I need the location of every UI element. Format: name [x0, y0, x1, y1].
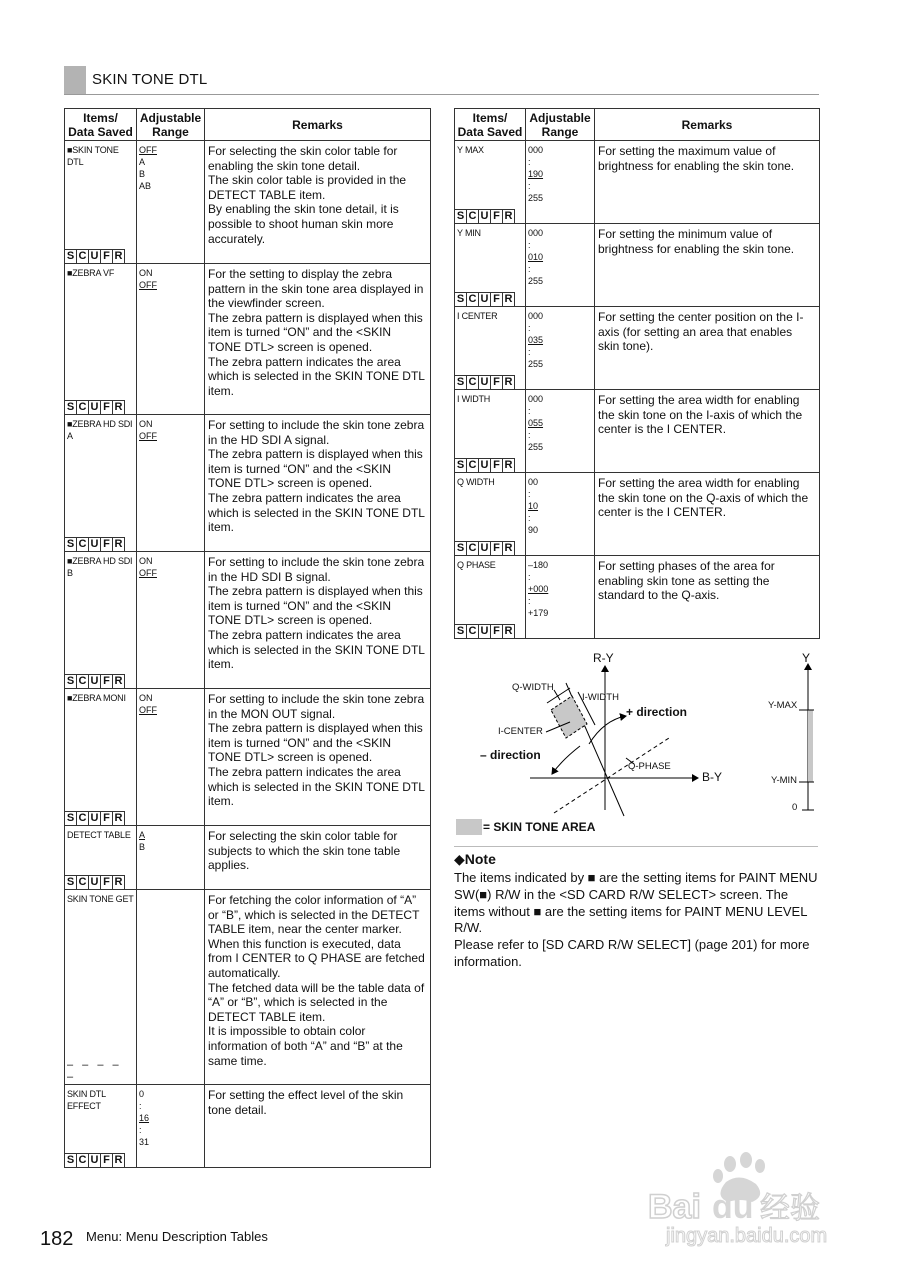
range-value: : [528, 489, 531, 499]
saved-flag: S [65, 811, 77, 825]
saved-flag: F [101, 400, 113, 414]
remark-cell: For selecting the skin color table for enabling the skin tone detail. The skin color table is provided in the DETECT TABLE item. By enabling the skin tone detail, it is possible to shoot human skin more accurately. [205, 141, 431, 264]
saved-flag: U [479, 375, 491, 389]
data-saved-indicator [65, 249, 125, 263]
data-saved-indicator [455, 292, 515, 306]
item-label: I CENTER [457, 311, 498, 321]
remark-cell: For setting the area width for enabling the skin tone on the Q-axis of which the center is the I CENTER. [595, 473, 820, 556]
item-cell [65, 264, 137, 415]
saved-flag: U [89, 811, 101, 825]
range-value: : [528, 347, 531, 357]
saved-flag: F [491, 624, 503, 638]
range-value: : [528, 513, 531, 523]
item-cell [65, 141, 137, 264]
table-row [65, 264, 431, 415]
range-value: OFF [139, 145, 157, 155]
item-cell [455, 307, 526, 390]
note-body: The items indicated by ■ are the setting items for PAINT MENU SW(■) R/W in the <SD CARD R/W SELECT> screen. The items without ■ are the setting items for PAINT MENU LEVEL R/W. Please refer to [SD CARD R/W SELECT] (page 201) for more information. [454, 870, 818, 969]
saved-flag: R [503, 375, 515, 389]
b-y-label: B-Y [702, 770, 723, 784]
saved-flag: R [503, 624, 515, 638]
y-max-label: Y-MAX [768, 700, 798, 711]
data-saved-indicator [65, 674, 125, 688]
range-value: : [139, 1125, 142, 1135]
data-saved-indicator [65, 1153, 125, 1167]
range-cell [137, 141, 205, 264]
range-cell [137, 1085, 205, 1168]
range-value: 90 [528, 525, 539, 535]
range-value: : [528, 430, 531, 440]
saved-flag: U [89, 674, 101, 688]
range-value: ON [139, 693, 153, 703]
svg-text:经验: 经验 [760, 1191, 820, 1226]
range-value: OFF [139, 705, 157, 715]
data-saved-indicator [455, 209, 515, 223]
item-label: Y MIN [457, 228, 481, 238]
range-value: : [528, 596, 531, 606]
remark-cell: For setting to include the skin tone zebra in the MON OUT signal. The zebra pattern is displayed when this item is turned “ON” and the <SKIN TONE DTL> screen is opened. The zebra pattern indicates the area which is selected in the SKIN TONE DTL item. [205, 689, 431, 826]
range-cell [137, 415, 205, 552]
item-label: Y MAX [457, 145, 484, 155]
table-row [65, 415, 431, 552]
minus-direction-label: – direction [480, 748, 541, 762]
saved-flag: C [467, 541, 479, 555]
saved-flag: R [113, 674, 125, 688]
saved-flag: U [89, 1153, 101, 1167]
saved-flag: F [491, 541, 503, 555]
range-value: ON [139, 268, 153, 278]
saved-flag: C [77, 249, 89, 263]
saved-flag: S [65, 249, 77, 263]
y-label: Y [802, 651, 811, 665]
col-header-items: Items/ Data Saved [65, 109, 137, 141]
range-cell [137, 552, 205, 689]
note-title: ◆Note [454, 851, 496, 867]
range-value: : [528, 181, 531, 191]
saved-flag: U [89, 875, 101, 889]
saved-flag: F [101, 249, 113, 263]
remark-cell: For setting the center position on the I-axis (for setting an area that enables skin tone). [595, 307, 820, 390]
table-row [455, 307, 820, 390]
left-menu-table [64, 108, 431, 1168]
range-value: 000 [528, 228, 544, 238]
item-cell [65, 1085, 137, 1168]
item-cell [455, 224, 526, 307]
saved-flag: R [113, 811, 125, 825]
range-value: : [528, 323, 531, 333]
item-cell [65, 890, 137, 1085]
remark-cell: For setting the effect level of the skin tone detail. [205, 1085, 431, 1168]
skin-tone-diagram [454, 648, 820, 838]
range-cell [137, 826, 205, 890]
range-value: +000 [528, 584, 549, 594]
i-center-label: I-CENTER [498, 726, 543, 737]
svg-text:jingyan.baidu.com: jingyan.baidu.com [666, 1225, 828, 1247]
item-name [65, 552, 136, 579]
r-y-label: R-Y [593, 651, 614, 665]
item-name [455, 556, 525, 571]
item-label: SKIN TONE GET [67, 894, 134, 904]
baidu-paw-logo [648, 1152, 858, 1248]
range-value: 00 [528, 477, 539, 487]
range-value: : [528, 406, 531, 416]
item-label: SKIN DTL EFFECT [67, 1089, 106, 1111]
range-value: 055 [528, 418, 544, 428]
saved-flag: R [113, 537, 125, 551]
item-name [65, 1085, 136, 1112]
range-value: 255 [528, 442, 544, 452]
data-saved-indicator [455, 458, 515, 472]
range-cell [526, 556, 595, 639]
footer-title: Menu: Menu Description Tables [86, 1229, 268, 1244]
item-name [65, 689, 136, 704]
svg-text:Bai: Bai [648, 1188, 701, 1226]
table-row [455, 224, 820, 307]
range-value: : [139, 1101, 142, 1111]
item-label: Q PHASE [457, 560, 496, 570]
y-zero-label: 0 [792, 802, 798, 813]
paint-menu-marker: ■ [67, 268, 73, 278]
saved-flag: S [65, 875, 77, 889]
saved-flag: R [503, 209, 515, 223]
range-value: OFF [139, 280, 157, 290]
y-range-area [808, 710, 813, 782]
range-value: AB [139, 181, 152, 191]
item-name [455, 390, 525, 405]
remark-cell: For setting the maximum value of brightness for enabling the skin tone. [595, 141, 820, 224]
saved-flag: U [479, 209, 491, 223]
data-saved-indicator [65, 875, 125, 889]
range-value: : [528, 572, 531, 582]
item-name [65, 415, 136, 442]
range-value: 000 [528, 311, 544, 321]
svg-text:du: du [712, 1188, 754, 1226]
item-label: Q WIDTH [457, 477, 495, 487]
table-row [65, 552, 431, 689]
saved-flag: S [65, 1153, 77, 1167]
q-width-label: Q-WIDTH [512, 682, 554, 693]
saved-flag: U [479, 292, 491, 306]
plus-direction-label: + direction [626, 705, 688, 719]
saved-flag: U [479, 458, 491, 472]
range-value: 255 [528, 193, 544, 203]
saved-flag: F [101, 875, 113, 889]
col-header-remarks: Remarks [595, 109, 820, 141]
note-divider [454, 846, 818, 847]
saved-flag: F [101, 537, 113, 551]
saved-flag: S [65, 400, 77, 414]
range-value: 16 [139, 1113, 150, 1123]
range-cell [526, 473, 595, 556]
paint-menu-marker: ■ [67, 693, 73, 703]
item-cell [455, 556, 526, 639]
range-value: : [528, 157, 531, 167]
saved-flag: R [503, 541, 515, 555]
saved-flag: S [455, 209, 467, 223]
range-value: 010 [528, 252, 544, 262]
saved-flag: U [479, 541, 491, 555]
item-name [455, 473, 525, 488]
paint-menu-marker: ■ [67, 145, 73, 155]
q-axis [554, 738, 669, 813]
saved-flag: R [503, 292, 515, 306]
saved-flag: U [479, 624, 491, 638]
q-phase-label: Q-PHASE [628, 761, 671, 772]
range-value: 000 [528, 145, 544, 155]
saved-flag: F [101, 674, 113, 688]
saved-flag: S [455, 458, 467, 472]
range-value: ON [139, 419, 153, 429]
saved-flag: C [77, 875, 89, 889]
saved-flag: S [65, 537, 77, 551]
item-label: SKIN TONE DTL [67, 145, 119, 167]
saved-flag: C [77, 674, 89, 688]
baidu-watermark [648, 1152, 858, 1248]
range-value: 000 [528, 394, 544, 404]
range-value: A [139, 830, 146, 840]
item-cell [65, 826, 137, 890]
remark-cell: For setting the area width for enabling the skin tone on the I-axis of which the center is the I CENTER. [595, 390, 820, 473]
item-label: ZEBRA HD SDI A [67, 419, 133, 441]
page-title: SKIN TONE DTL [92, 71, 208, 88]
remark-cell: For fetching the color information of “A” or “B”, which is selected in the DETECT TABLE item, near the center marker. When this function is executed, data from I CENTER to Q PHASE are fetched automatically. The fetched data will be the table data of “A” or “B”, which is selected in the DETECT TABLE item. It is impossible to obtain color information of both “A” and “B” at the same time. [205, 890, 431, 1085]
item-cell [455, 473, 526, 556]
data-saved-indicator [65, 400, 125, 414]
range-cell [137, 689, 205, 826]
range-cell [526, 141, 595, 224]
range-cell [526, 307, 595, 390]
y-min-label: Y-MIN [771, 775, 798, 786]
table-row [65, 1085, 431, 1168]
range-value: 255 [528, 359, 544, 369]
range-value: 035 [528, 335, 544, 345]
minus-direction-arc [552, 746, 580, 774]
range-cell [137, 890, 205, 1085]
table-row [455, 556, 820, 639]
range-value: 255 [528, 276, 544, 286]
item-name [65, 264, 136, 279]
range-value: –180 [528, 560, 549, 570]
col-header-range: Adjustable Range [526, 109, 595, 141]
item-cell [455, 141, 526, 224]
legend-label: = SKIN TONE AREA [483, 820, 596, 834]
table-row [65, 141, 431, 264]
table-row [65, 689, 431, 826]
col-header-items: Items/ Data Saved [455, 109, 526, 141]
item-label: DETECT TABLE [67, 830, 131, 840]
paint-menu-marker: ■ [67, 556, 73, 566]
item-cell [455, 390, 526, 473]
range-cell [137, 264, 205, 415]
saved-flag: S [455, 624, 467, 638]
range-cell [526, 224, 595, 307]
plus-direction-arc [589, 716, 626, 744]
saved-flag: F [491, 375, 503, 389]
page-number: 182 [40, 1228, 74, 1250]
data-saved-indicator [455, 624, 515, 638]
data-saved-indicator [65, 811, 125, 825]
item-label: ZEBRA MONI [72, 693, 126, 703]
remark-cell: For setting to include the skin tone zebra in the HD SDI B signal. The zebra pattern is displayed when this item is turned “ON” and the <SKIN TONE DTL> screen is opened. The zebra pattern indicates the area which is selected in the SKIN TONE DTL item. [205, 552, 431, 689]
saved-flag: S [455, 541, 467, 555]
saved-flag: U [89, 537, 101, 551]
table-row [65, 826, 431, 890]
range-value: OFF [139, 568, 157, 578]
col-header-range: Adjustable Range [137, 109, 205, 141]
skin-tone-area-swatch [456, 819, 482, 835]
saved-flag: F [491, 458, 503, 472]
saved-flag: F [491, 209, 503, 223]
item-cell [65, 552, 137, 689]
range-value: A [139, 157, 146, 167]
saved-flag: R [503, 458, 515, 472]
saved-flag: U [89, 400, 101, 414]
table-row [455, 141, 820, 224]
saved-flag: R [113, 1153, 125, 1167]
section-header [64, 66, 819, 95]
saved-flag: U [89, 249, 101, 263]
item-label: ZEBRA HD SDI B [67, 556, 133, 578]
saved-flag: F [491, 292, 503, 306]
item-cell [65, 415, 137, 552]
right-menu-table [454, 108, 820, 639]
range-value: +179 [528, 608, 549, 618]
item-name [65, 141, 136, 168]
data-saved-none: – – – – – [67, 1059, 122, 1083]
range-value: ON [139, 556, 153, 566]
saved-flag: R [113, 875, 125, 889]
section-marker [64, 66, 86, 94]
item-name [455, 141, 525, 156]
table-row [455, 473, 820, 556]
i-width-label: I-WIDTH [582, 692, 619, 703]
range-value: OFF [139, 431, 157, 441]
range-cell [526, 390, 595, 473]
saved-flag: C [77, 811, 89, 825]
range-value: 31 [139, 1137, 150, 1147]
saved-flag: R [113, 249, 125, 263]
data-saved-indicator [455, 541, 515, 555]
range-value: : [528, 240, 531, 250]
saved-flag: C [467, 624, 479, 638]
range-value: 190 [528, 169, 544, 179]
range-value: B [139, 169, 146, 179]
saved-flag: R [113, 400, 125, 414]
saved-flag: C [77, 1153, 89, 1167]
saved-flag: C [467, 209, 479, 223]
item-label: I WIDTH [457, 394, 491, 404]
saved-flag: S [65, 674, 77, 688]
data-saved-indicator [455, 375, 515, 389]
table-row [65, 890, 431, 1085]
saved-flag: C [467, 375, 479, 389]
saved-flag: C [77, 400, 89, 414]
saved-flag: F [101, 811, 113, 825]
saved-flag: S [455, 375, 467, 389]
data-saved-indicator [65, 537, 125, 551]
item-cell [65, 689, 137, 826]
range-value: B [139, 842, 146, 852]
item-label: ZEBRA VF [72, 268, 115, 278]
item-name [455, 224, 525, 239]
saved-flag: F [101, 1153, 113, 1167]
table-row [455, 390, 820, 473]
remark-cell: For setting the minimum value of brightness for enabling the skin tone. [595, 224, 820, 307]
remark-cell: For setting to include the skin tone zebra in the HD SDI A signal. The zebra pattern is displayed when this item is turned “ON” and the <SKIN TONE DTL> screen is opened. The zebra pattern indicates the area which is selected in the SKIN TONE DTL item. [205, 415, 431, 552]
saved-flag: S [455, 292, 467, 306]
remark-cell: For the setting to display the zebra pattern in the skin tone area displayed in the viewfinder screen. The zebra pattern is displayed when this item is turned “ON” and the <SKIN TONE DTL> screen is opened. The zebra pattern indicates the area which is selected in the SKIN TONE DTL item. [205, 264, 431, 415]
range-value: 10 [528, 501, 539, 511]
remark-cell: For setting phases of the area for enabling skin tone as setting the standard to the Q-axis. [595, 556, 820, 639]
saved-flag: C [77, 537, 89, 551]
paint-menu-marker: ■ [67, 419, 73, 429]
remark-cell: For selecting the skin color table for subjects to which the skin tone table applies. [205, 826, 431, 890]
item-name [65, 890, 136, 905]
col-header-remarks: Remarks [205, 109, 431, 141]
item-name [455, 307, 525, 322]
item-name [65, 826, 136, 841]
range-value: : [528, 264, 531, 274]
range-value: 0 [139, 1089, 145, 1099]
saved-flag: C [467, 292, 479, 306]
saved-flag: C [467, 458, 479, 472]
